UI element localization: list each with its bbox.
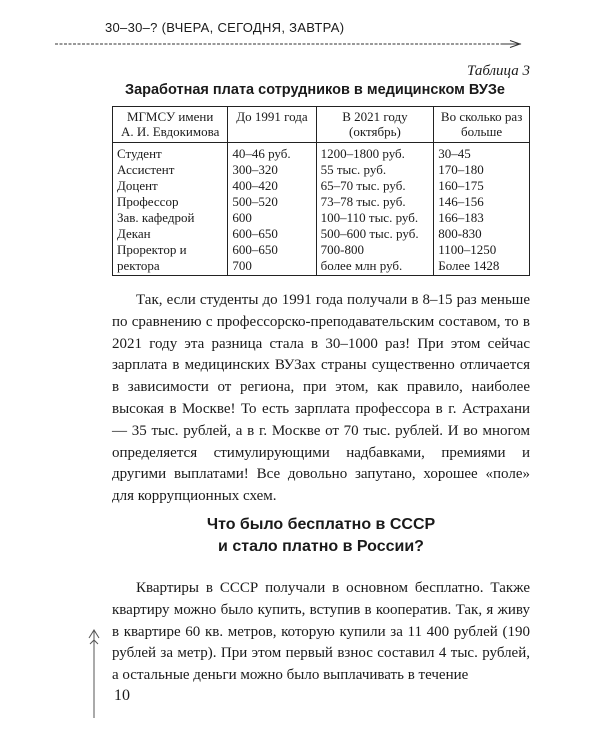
table-cell: Профессор xyxy=(113,194,228,210)
table-column-header: МГМСУ имени А. И. Евдокимова xyxy=(113,107,228,143)
table-row xyxy=(113,143,530,163)
table-cell: 166–183 xyxy=(434,210,530,226)
running-title: 30–30–? (ВЧЕРА, СЕГОДНЯ, ЗАВТРА) xyxy=(105,20,345,35)
table-cell: Студент xyxy=(113,143,228,163)
table-body xyxy=(113,143,530,276)
table-cell: 1200–1800 руб. xyxy=(316,143,434,163)
table-cell: 1100–1250 xyxy=(434,242,530,258)
paragraph-2-text: Квартиры в СССР получали в основном бесплатно. Также квартиру можно было купить, вступив в кооператив. Так, я живу в квартире 60 кв. метров, которую купили за 11 400 рублей (190 рублей за метр). При этом первый взнос составил 4 тыс. рублей, а остальные деньги можно было выплачивать в течение xyxy=(112,580,530,684)
table-row xyxy=(113,178,530,194)
table-row xyxy=(113,162,530,178)
table-cell: Более 1428 xyxy=(434,258,530,276)
table-row xyxy=(113,194,530,210)
header-rule-arrow xyxy=(55,40,525,48)
table-cell: 700 xyxy=(228,258,316,276)
table-cell: 65–70 тыс. руб. xyxy=(316,178,434,194)
table-cell: 100–110 тыс. руб. xyxy=(316,210,434,226)
table-cell: 300–320 xyxy=(228,162,316,178)
table-cell: 500–520 xyxy=(228,194,316,210)
table-cell: ректора xyxy=(113,258,228,276)
paragraph-1-text: Так, если студенты до 1991 года получали в 8–15 раз меньше по сравнению с профессорско-преподавательским составом, то в 2021 году эта разница стала в 30–1000 раз! При этом сейчас зарплата в медицинских ВУЗах страны существенно отличается в зависимости от региона, при этом, как правило, наиболее высокая в Москве! То есть зарплата профессора в г. Астрахани — 35 тыс. рублей, а в г. Москве от 70 тыс. рублей. И во многом определяется стимулирующими надбавками, премиями и другими выплатами! Все довольно запутано, хорошее «поле» для коррупционных схем. xyxy=(112,292,530,505)
table-cell: 40–46 руб. xyxy=(228,143,316,163)
margin-arrow-icon xyxy=(87,628,101,718)
table-cell: 600 xyxy=(228,210,316,226)
table-cell: Доцент xyxy=(113,178,228,194)
table-row xyxy=(113,242,530,258)
section-heading-line-2: и стало платно в России? xyxy=(218,538,424,555)
table-cell: 600–650 xyxy=(228,226,316,242)
table-title: Заработная плата сотрудников в медицинском ВУЗе xyxy=(124,82,505,98)
table-cell: 500–600 тыс. руб. xyxy=(316,226,434,242)
table-cell: 170–180 xyxy=(434,162,530,178)
table-row xyxy=(113,258,530,276)
table-column-header: До 1991 года xyxy=(228,107,316,143)
table-cell: 146–156 xyxy=(434,194,530,210)
table-cell: 55 тыс. руб. xyxy=(316,162,434,178)
table-cell: 700-800 xyxy=(316,242,434,258)
table-row xyxy=(113,226,530,242)
table-row xyxy=(113,210,530,226)
page-number: 10 xyxy=(114,687,130,704)
table-header-row xyxy=(113,107,530,143)
table-cell: 73–78 тыс. руб. xyxy=(316,194,434,210)
table-cell: Проректор и xyxy=(113,242,228,258)
table-cell: Ассистент xyxy=(113,162,228,178)
table-cell: более млн руб. xyxy=(316,258,434,276)
section-heading-line-1: Что было бесплатно в СССР xyxy=(206,516,436,533)
table-cell: 600–650 xyxy=(228,242,316,258)
salary-table xyxy=(112,106,530,276)
paragraph-2 xyxy=(112,578,530,687)
table-cell: Декан xyxy=(113,226,228,242)
table-column-header: Во сколько раз больше xyxy=(434,107,530,143)
table-caption: Таблица 3 xyxy=(467,63,530,79)
table-cell: 160–175 xyxy=(434,178,530,194)
paragraph-1 xyxy=(112,290,530,508)
table-cell: Зав. кафедрой xyxy=(113,210,228,226)
table-cell: 30–45 xyxy=(434,143,530,163)
table-cell: 800-830 xyxy=(434,226,530,242)
table-column-header: В 2021 году (октябрь) xyxy=(316,107,434,143)
section-heading xyxy=(112,514,530,558)
table-cell: 400–420 xyxy=(228,178,316,194)
